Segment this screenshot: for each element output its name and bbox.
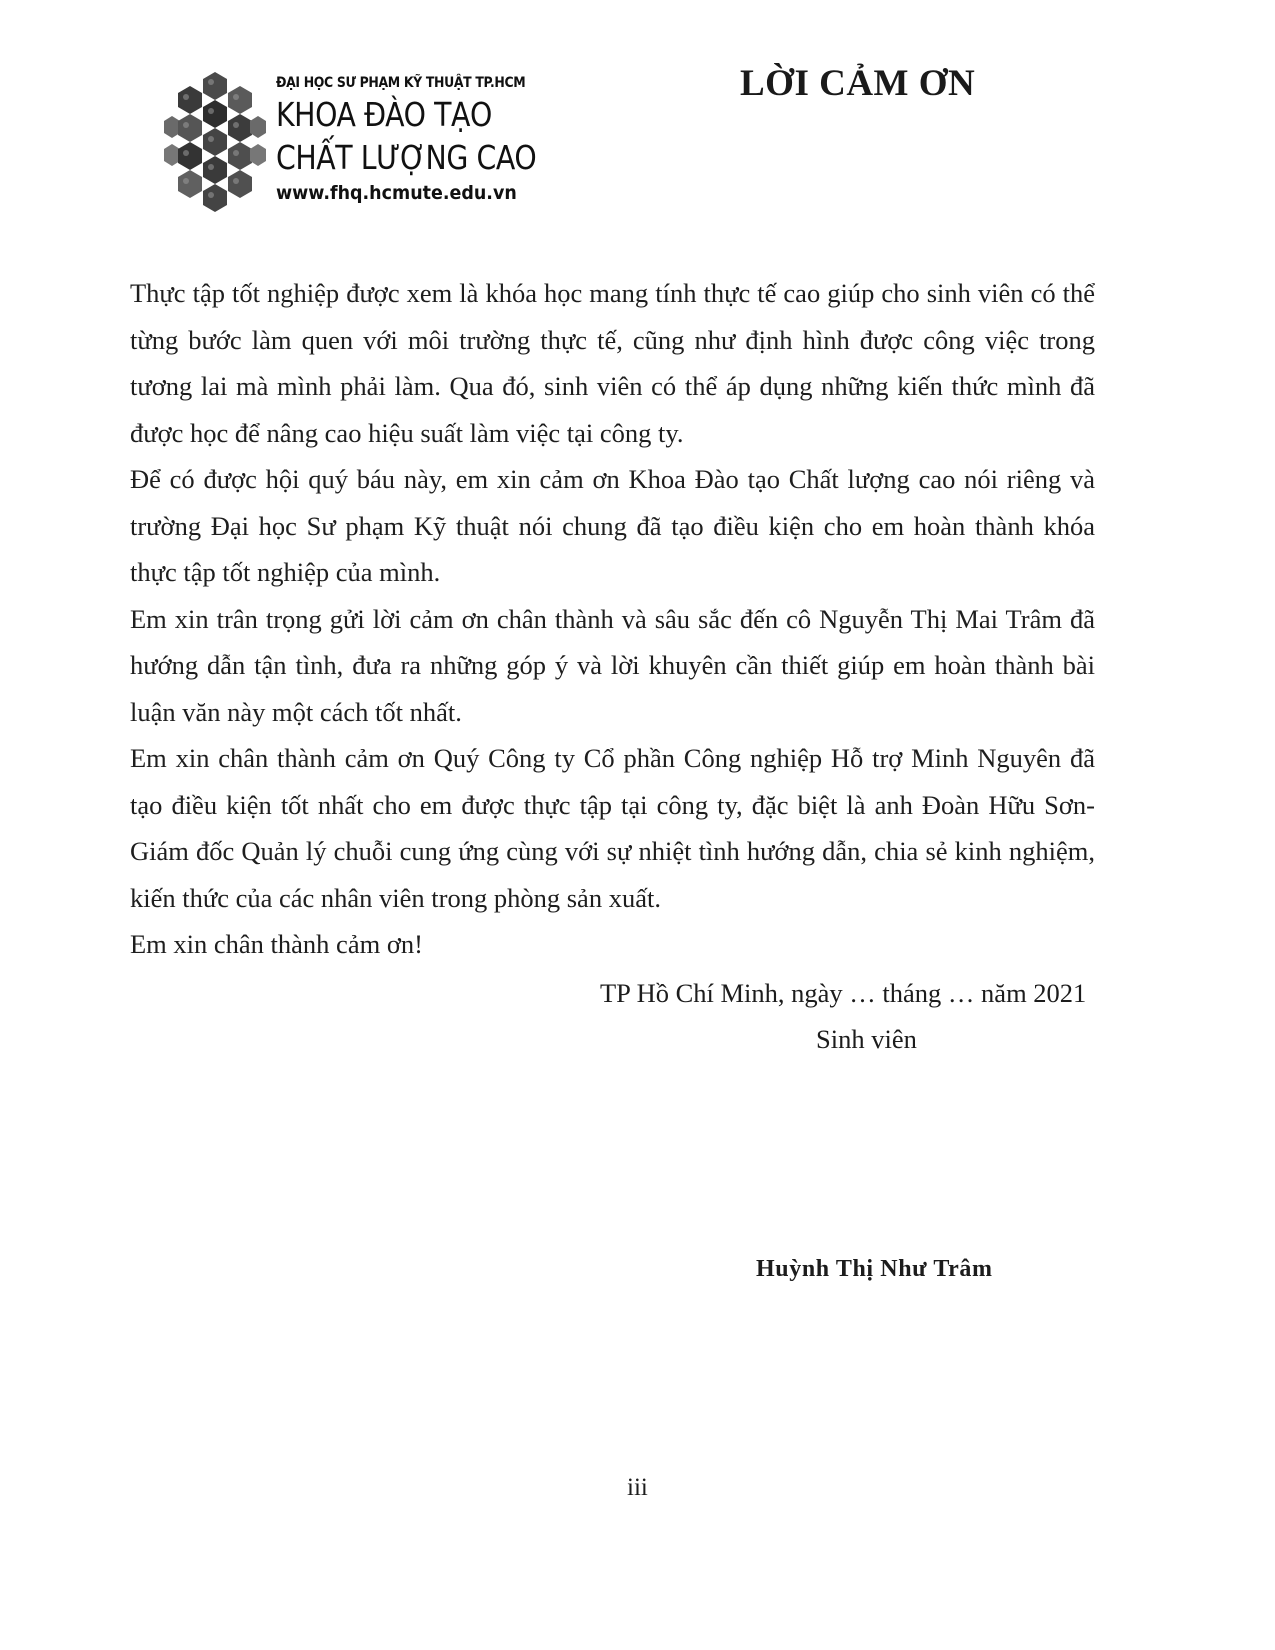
place-and-date: TP Hồ Chí Minh, ngày … tháng … năm 2021 (600, 978, 1087, 1008)
logo-website: www.fhq.hcmute.edu.vn (276, 182, 517, 204)
logo-text (276, 70, 596, 206)
signer-name: Huỳnh Thị Như Trâm (756, 1256, 993, 1282)
logo-university-name: ĐẠI HỌC SƯ PHẠM KỸ THUẬT TP.HCM (276, 75, 526, 91)
faculty-logo (160, 70, 600, 220)
paragraph-closing-thanks: Em xin chân thành cảm ơn! (130, 929, 423, 959)
paragraph-thanks-company: Em xin chân thành cảm ơn Quý Công ty Cổ phần Công nghiệp Hỗ trợ Minh Nguyên đã tạo điều kiện tốt nhất cho em được thực tập tại công ty, đặc biệt là anh Đoàn Hữu Sơn-Giám đốc Quản lý chuỗi cung ứng cùng với sự nhiệt tình hướng dẫn, chia sẻ kinh nghiệm, kiến thức của các nhân viên trong phòng sản xuất. (130, 743, 1095, 913)
page-number: iii (627, 1474, 648, 1501)
signer-role: Sinh viên (816, 1024, 917, 1054)
paragraph-internship-intro: Thực tập tốt nghiệp được xem là khóa học mang tính thực tế cao giúp cho sinh viên có thể từng bước làm quen với môi trường thực tế, cũng như định hình được công việc trong tương lai mà mình phải làm. Qua đó, sinh viên có thể áp dụng những kiến thức mình đã được học để nâng cao hiệu suất làm việc tại công ty. (130, 278, 1095, 448)
logo-faculty-line-2: CHẤT LƯỢNG CAO (276, 138, 537, 177)
paragraph-thanks-faculty: Để có được hội quý báu này, em xin cảm ơn Khoa Đào tạo Chất lượng cao nói riêng và trường Đại học Sư phạm Kỹ thuật nói chung đã tạo điều kiện cho em hoàn thành khóa thực tập tốt nghiệp của mình. (130, 464, 1095, 587)
paragraph-thanks-advisor: Em xin trân trọng gửi lời cảm ơn chân thành và sâu sắc đến cô Nguyễn Thị Mai Trâm đã hướng dẫn tận tình, đưa ra những góp ý và lời khuyên cần thiết giúp em hoàn thành bài luận văn này một cách tốt nhất. (130, 603, 1095, 727)
hexagon-cluster-logo-icon (160, 70, 270, 215)
page-title: LỜI CẢM ƠN (740, 63, 976, 104)
logo-faculty-line-1: KHOA ĐÀO TẠO (276, 95, 492, 134)
acknowledgement-body (130, 270, 1095, 968)
